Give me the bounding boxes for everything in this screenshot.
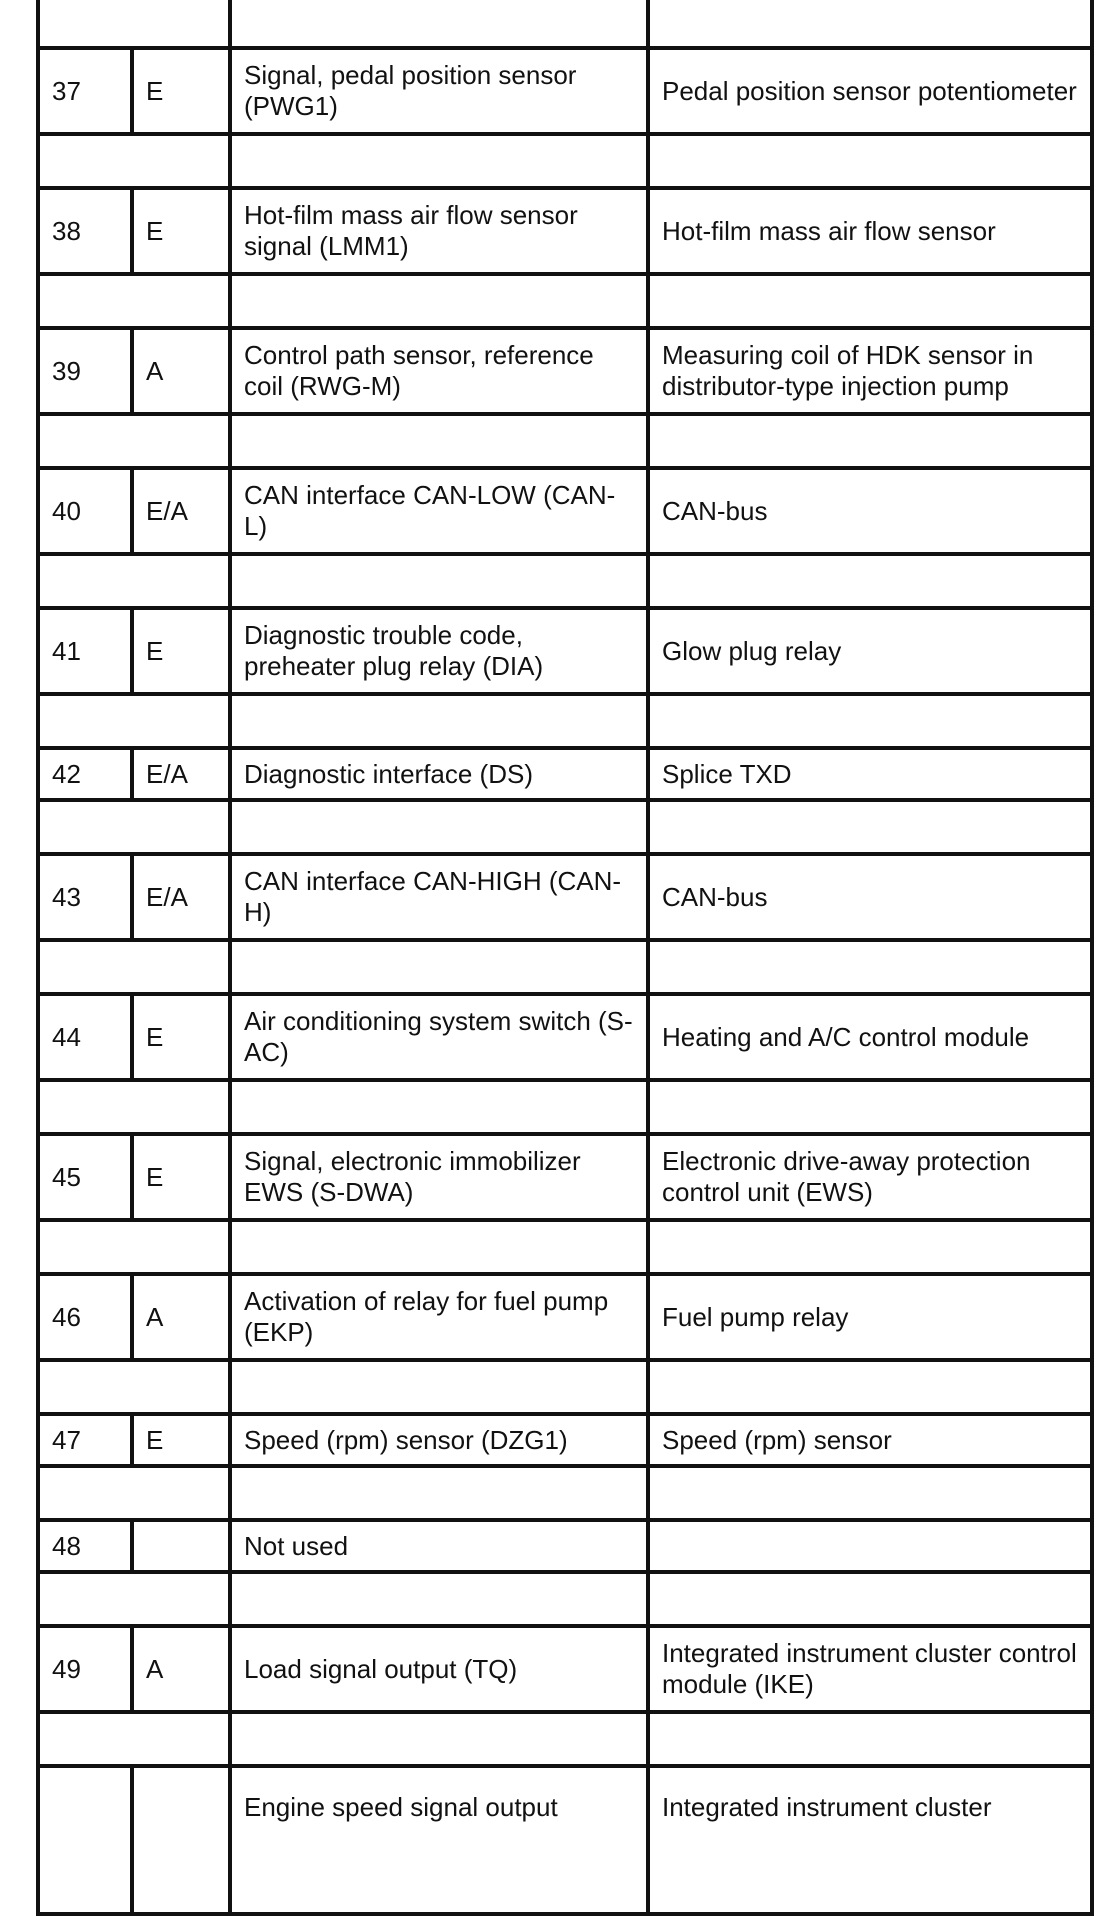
table-row xyxy=(38,188,1092,274)
spacer-cell xyxy=(230,1080,648,1134)
signal-description: Speed (rpm) sensor (DZG1) xyxy=(230,1414,648,1466)
table-row xyxy=(38,1626,1092,1712)
spacer-row xyxy=(38,0,1092,48)
spacer-cell xyxy=(38,274,230,328)
table-row xyxy=(38,854,1092,940)
connected-component: Integrated instrument cluster control module (IKE) xyxy=(648,1626,1092,1712)
pin-number: 39 xyxy=(38,328,132,414)
spacer-cell xyxy=(648,694,1092,748)
signal-type: E xyxy=(132,1134,230,1220)
spacer-cell xyxy=(648,1712,1092,1766)
pin-number: 37 xyxy=(38,48,132,134)
connected-component: Measuring coil of HDK sensor in distributor-type injection pump xyxy=(648,328,1092,414)
signal-type: E/A xyxy=(132,748,230,800)
pin-number: 41 xyxy=(38,608,132,694)
spacer-cell xyxy=(230,1466,648,1520)
connected-component: Integrated instrument cluster xyxy=(648,1766,1092,1914)
signal-type: E/A xyxy=(132,854,230,940)
table-row xyxy=(38,1766,1092,1914)
spacer-cell xyxy=(38,1712,230,1766)
spacer-cell xyxy=(38,800,230,854)
signal-type xyxy=(132,1520,230,1572)
pin-number: 49 xyxy=(38,1626,132,1712)
signal-description: Signal, electronic immobilizer EWS (S-DWA) xyxy=(230,1134,648,1220)
signal-description: Not used xyxy=(230,1520,648,1572)
spacer-row xyxy=(38,694,1092,748)
spacer-cell xyxy=(230,0,648,48)
spacer-cell xyxy=(230,1360,648,1414)
spacer-cell xyxy=(38,1466,230,1520)
spacer-cell xyxy=(648,1572,1092,1626)
signal-type: E/A xyxy=(132,468,230,554)
table-row xyxy=(38,748,1092,800)
pin-number: 47 xyxy=(38,1414,132,1466)
spacer-cell xyxy=(648,554,1092,608)
spacer-cell xyxy=(648,800,1092,854)
spacer-row xyxy=(38,134,1092,188)
spacer-cell xyxy=(230,1712,648,1766)
signal-description: Engine speed signal output xyxy=(230,1766,648,1914)
table-row xyxy=(38,1134,1092,1220)
spacer-cell xyxy=(648,1220,1092,1274)
pin-number: 46 xyxy=(38,1274,132,1360)
table-row xyxy=(38,994,1092,1080)
spacer-cell xyxy=(230,940,648,994)
connected-component: CAN-bus xyxy=(648,468,1092,554)
signal-type: E xyxy=(132,188,230,274)
signal-description: Hot-film mass air flow sensor signal (LMM1) xyxy=(230,188,648,274)
spacer-cell xyxy=(38,0,230,48)
spacer-cell xyxy=(230,1220,648,1274)
spacer-cell xyxy=(648,274,1092,328)
table-row xyxy=(38,1274,1092,1360)
spacer-row xyxy=(38,414,1092,468)
pin-assignment-table-body xyxy=(38,0,1092,1914)
signal-type: A xyxy=(132,1626,230,1712)
table-row xyxy=(38,328,1092,414)
spacer-row xyxy=(38,1572,1092,1626)
signal-type: A xyxy=(132,1274,230,1360)
signal-description: CAN interface CAN-LOW (CAN-L) xyxy=(230,468,648,554)
spacer-row xyxy=(38,1466,1092,1520)
spacer-cell xyxy=(38,694,230,748)
spacer-row xyxy=(38,1220,1092,1274)
signal-description: Activation of relay for fuel pump (EKP) xyxy=(230,1274,648,1360)
signal-description: CAN interface CAN-HIGH (CAN-H) xyxy=(230,854,648,940)
spacer-cell xyxy=(648,940,1092,994)
spacer-cell xyxy=(230,134,648,188)
signal-description: Load signal output (TQ) xyxy=(230,1626,648,1712)
connected-component: Glow plug relay xyxy=(648,608,1092,694)
signal-type xyxy=(132,1766,230,1914)
connected-component: Electronic drive-away protection control unit (EWS) xyxy=(648,1134,1092,1220)
connected-component: CAN-bus xyxy=(648,854,1092,940)
spacer-cell xyxy=(38,1080,230,1134)
table-row xyxy=(38,48,1092,134)
spacer-cell xyxy=(648,1080,1092,1134)
signal-type: E xyxy=(132,994,230,1080)
spacer-cell xyxy=(230,554,648,608)
pin-number: 38 xyxy=(38,188,132,274)
spacer-cell xyxy=(38,1572,230,1626)
pin-number: 45 xyxy=(38,1134,132,1220)
pin-number: 44 xyxy=(38,994,132,1080)
table-row xyxy=(38,468,1092,554)
spacer-cell xyxy=(230,800,648,854)
connected-component: Speed (rpm) sensor xyxy=(648,1414,1092,1466)
pin-number: 43 xyxy=(38,854,132,940)
spacer-cell xyxy=(648,414,1092,468)
spacer-row xyxy=(38,1360,1092,1414)
spacer-cell xyxy=(38,1360,230,1414)
connected-component: Pedal position sensor potentiometer xyxy=(648,48,1092,134)
spacer-row xyxy=(38,1080,1092,1134)
pin-number: 40 xyxy=(38,468,132,554)
connected-component: Heating and A/C control module xyxy=(648,994,1092,1080)
spacer-row xyxy=(38,1712,1092,1766)
spacer-cell xyxy=(230,1572,648,1626)
signal-description: Diagnostic interface (DS) xyxy=(230,748,648,800)
signal-description: Air conditioning system switch (S-AC) xyxy=(230,994,648,1080)
spacer-cell xyxy=(648,134,1092,188)
signal-type: E xyxy=(132,608,230,694)
signal-type: A xyxy=(132,328,230,414)
signal-description: Signal, pedal position sensor (PWG1) xyxy=(230,48,648,134)
spacer-cell xyxy=(648,0,1092,48)
spacer-cell xyxy=(38,134,230,188)
spacer-cell xyxy=(230,414,648,468)
spacer-cell xyxy=(38,940,230,994)
connected-component: Splice TXD xyxy=(648,748,1092,800)
signal-type: E xyxy=(132,1414,230,1466)
signal-type: E xyxy=(132,48,230,134)
spacer-cell xyxy=(230,274,648,328)
connected-component xyxy=(648,1520,1092,1572)
connected-component: Fuel pump relay xyxy=(648,1274,1092,1360)
connected-component: Hot-film mass air flow sensor xyxy=(648,188,1092,274)
table-row xyxy=(38,1414,1092,1466)
spacer-cell xyxy=(38,554,230,608)
table-row xyxy=(38,1520,1092,1572)
pin-number: 48 xyxy=(38,1520,132,1572)
spacer-cell xyxy=(38,1220,230,1274)
pin-assignment-table xyxy=(36,0,1094,1916)
signal-description: Control path sensor, reference coil (RWG-M) xyxy=(230,328,648,414)
spacer-cell xyxy=(38,414,230,468)
spacer-row xyxy=(38,800,1092,854)
pin-number xyxy=(38,1766,132,1914)
spacer-row xyxy=(38,554,1092,608)
table-row xyxy=(38,608,1092,694)
signal-description: Diagnostic trouble code, preheater plug relay (DIA) xyxy=(230,608,648,694)
spacer-cell xyxy=(230,694,648,748)
spacer-cell xyxy=(648,1360,1092,1414)
spacer-row xyxy=(38,940,1092,994)
spacer-cell xyxy=(648,1466,1092,1520)
spacer-row xyxy=(38,274,1092,328)
pin-number: 42 xyxy=(38,748,132,800)
